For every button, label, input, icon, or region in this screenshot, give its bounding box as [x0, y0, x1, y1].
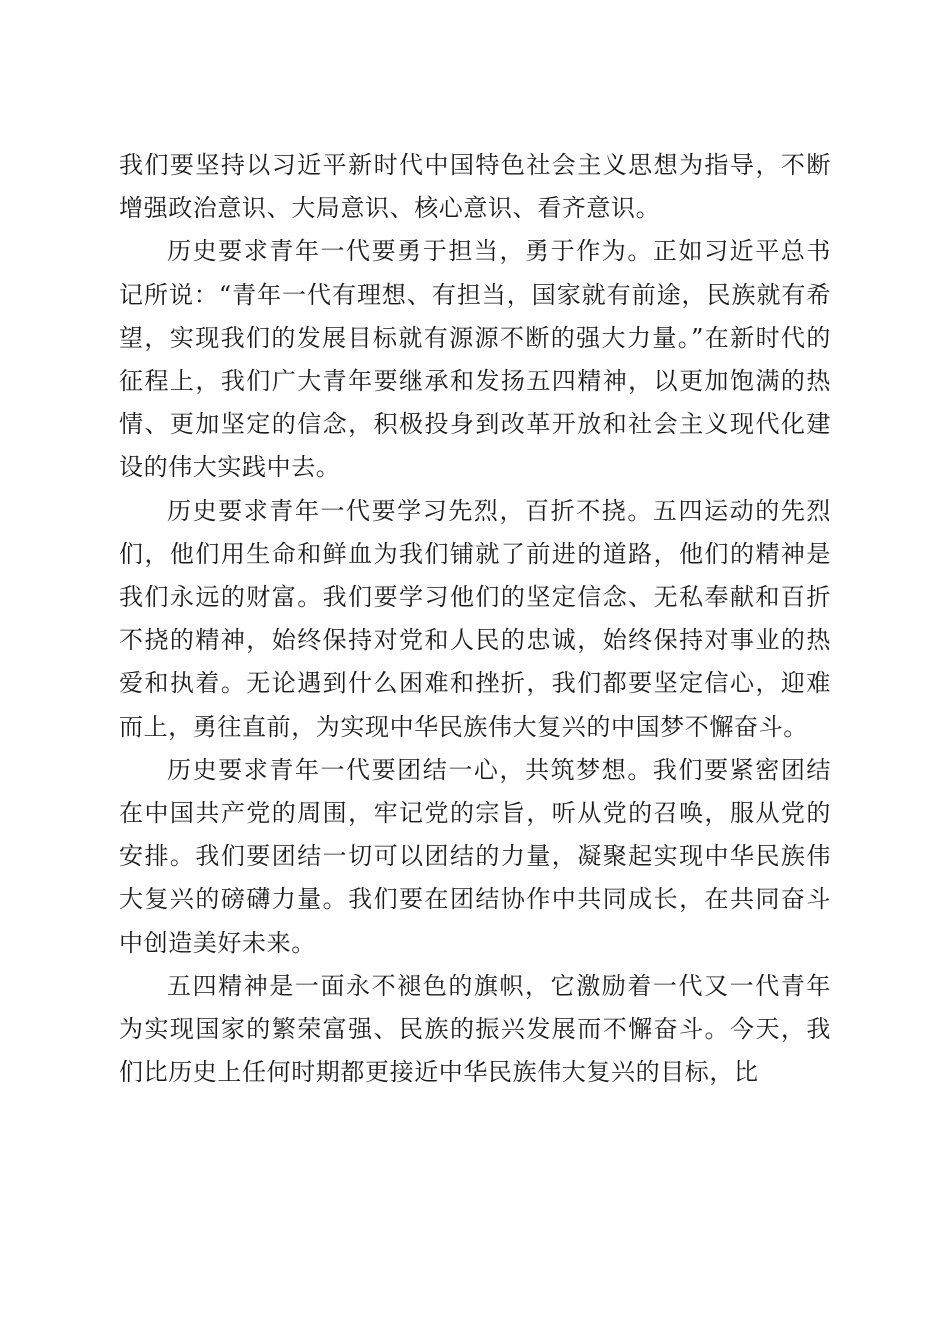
paragraph-2: 历史要求青年一代要勇于担当，勇于作为。正如习近平总书记所说：“青年一代有理想、有担当，国家就有前途，民族就有希望，实现我们的发展目标就有源源不断的强大力量。”在新时代的征程上，我们广大青年要继承和发扬五四精神，以更加饱满的热情、更加坚定的信念，积极投身到改革开放和社会主义现代化建设的伟大实践中去。	[119, 237, 831, 482]
document-body	[119, 144, 831, 1094]
paragraph-1: 我们要坚持以习近平新时代中国特色社会主义思想为指导，不断增强政治意识、大局意识、核心意识、看齐意识。	[119, 151, 831, 223]
paragraph-5: 五四精神是一面永不褪色的旗帜，它激励着一代又一代青年为实现国家的繁荣富强、民族的振兴发展而不懈奋斗。今天，我们比历史上任何时期都更接近中华民族伟大复兴的目标，比	[119, 971, 831, 1087]
paragraph-4: 历史要求青年一代要团结一心，共筑梦想。我们要紧密团结在中国共产党的周围，牢记党的宗旨，听从党的召唤，服从党的安排。我们要团结一切可以团结的力量，凝聚起实现中华民族伟大复兴的磅礴力量。我们要在团结协作中共同成长，在共同奋斗中创造美好未来。	[119, 755, 831, 957]
paragraph-3: 历史要求青年一代要学习先烈，百折不挠。五四运动的先烈们，他们用生命和鲜血为我们铺就了前进的道路，他们的精神是我们永远的财富。我们要学习他们的坚定信念、无私奉献和百折不挠的精神，始终保持对党和人民的忠诚，始终保持对事业的热爱和执着。无论遇到什么困难和挫折，我们都要坚定信心，迎难而上，勇往直前，为实现中华民族伟大复兴的中国梦不懈奋斗。	[119, 496, 831, 741]
